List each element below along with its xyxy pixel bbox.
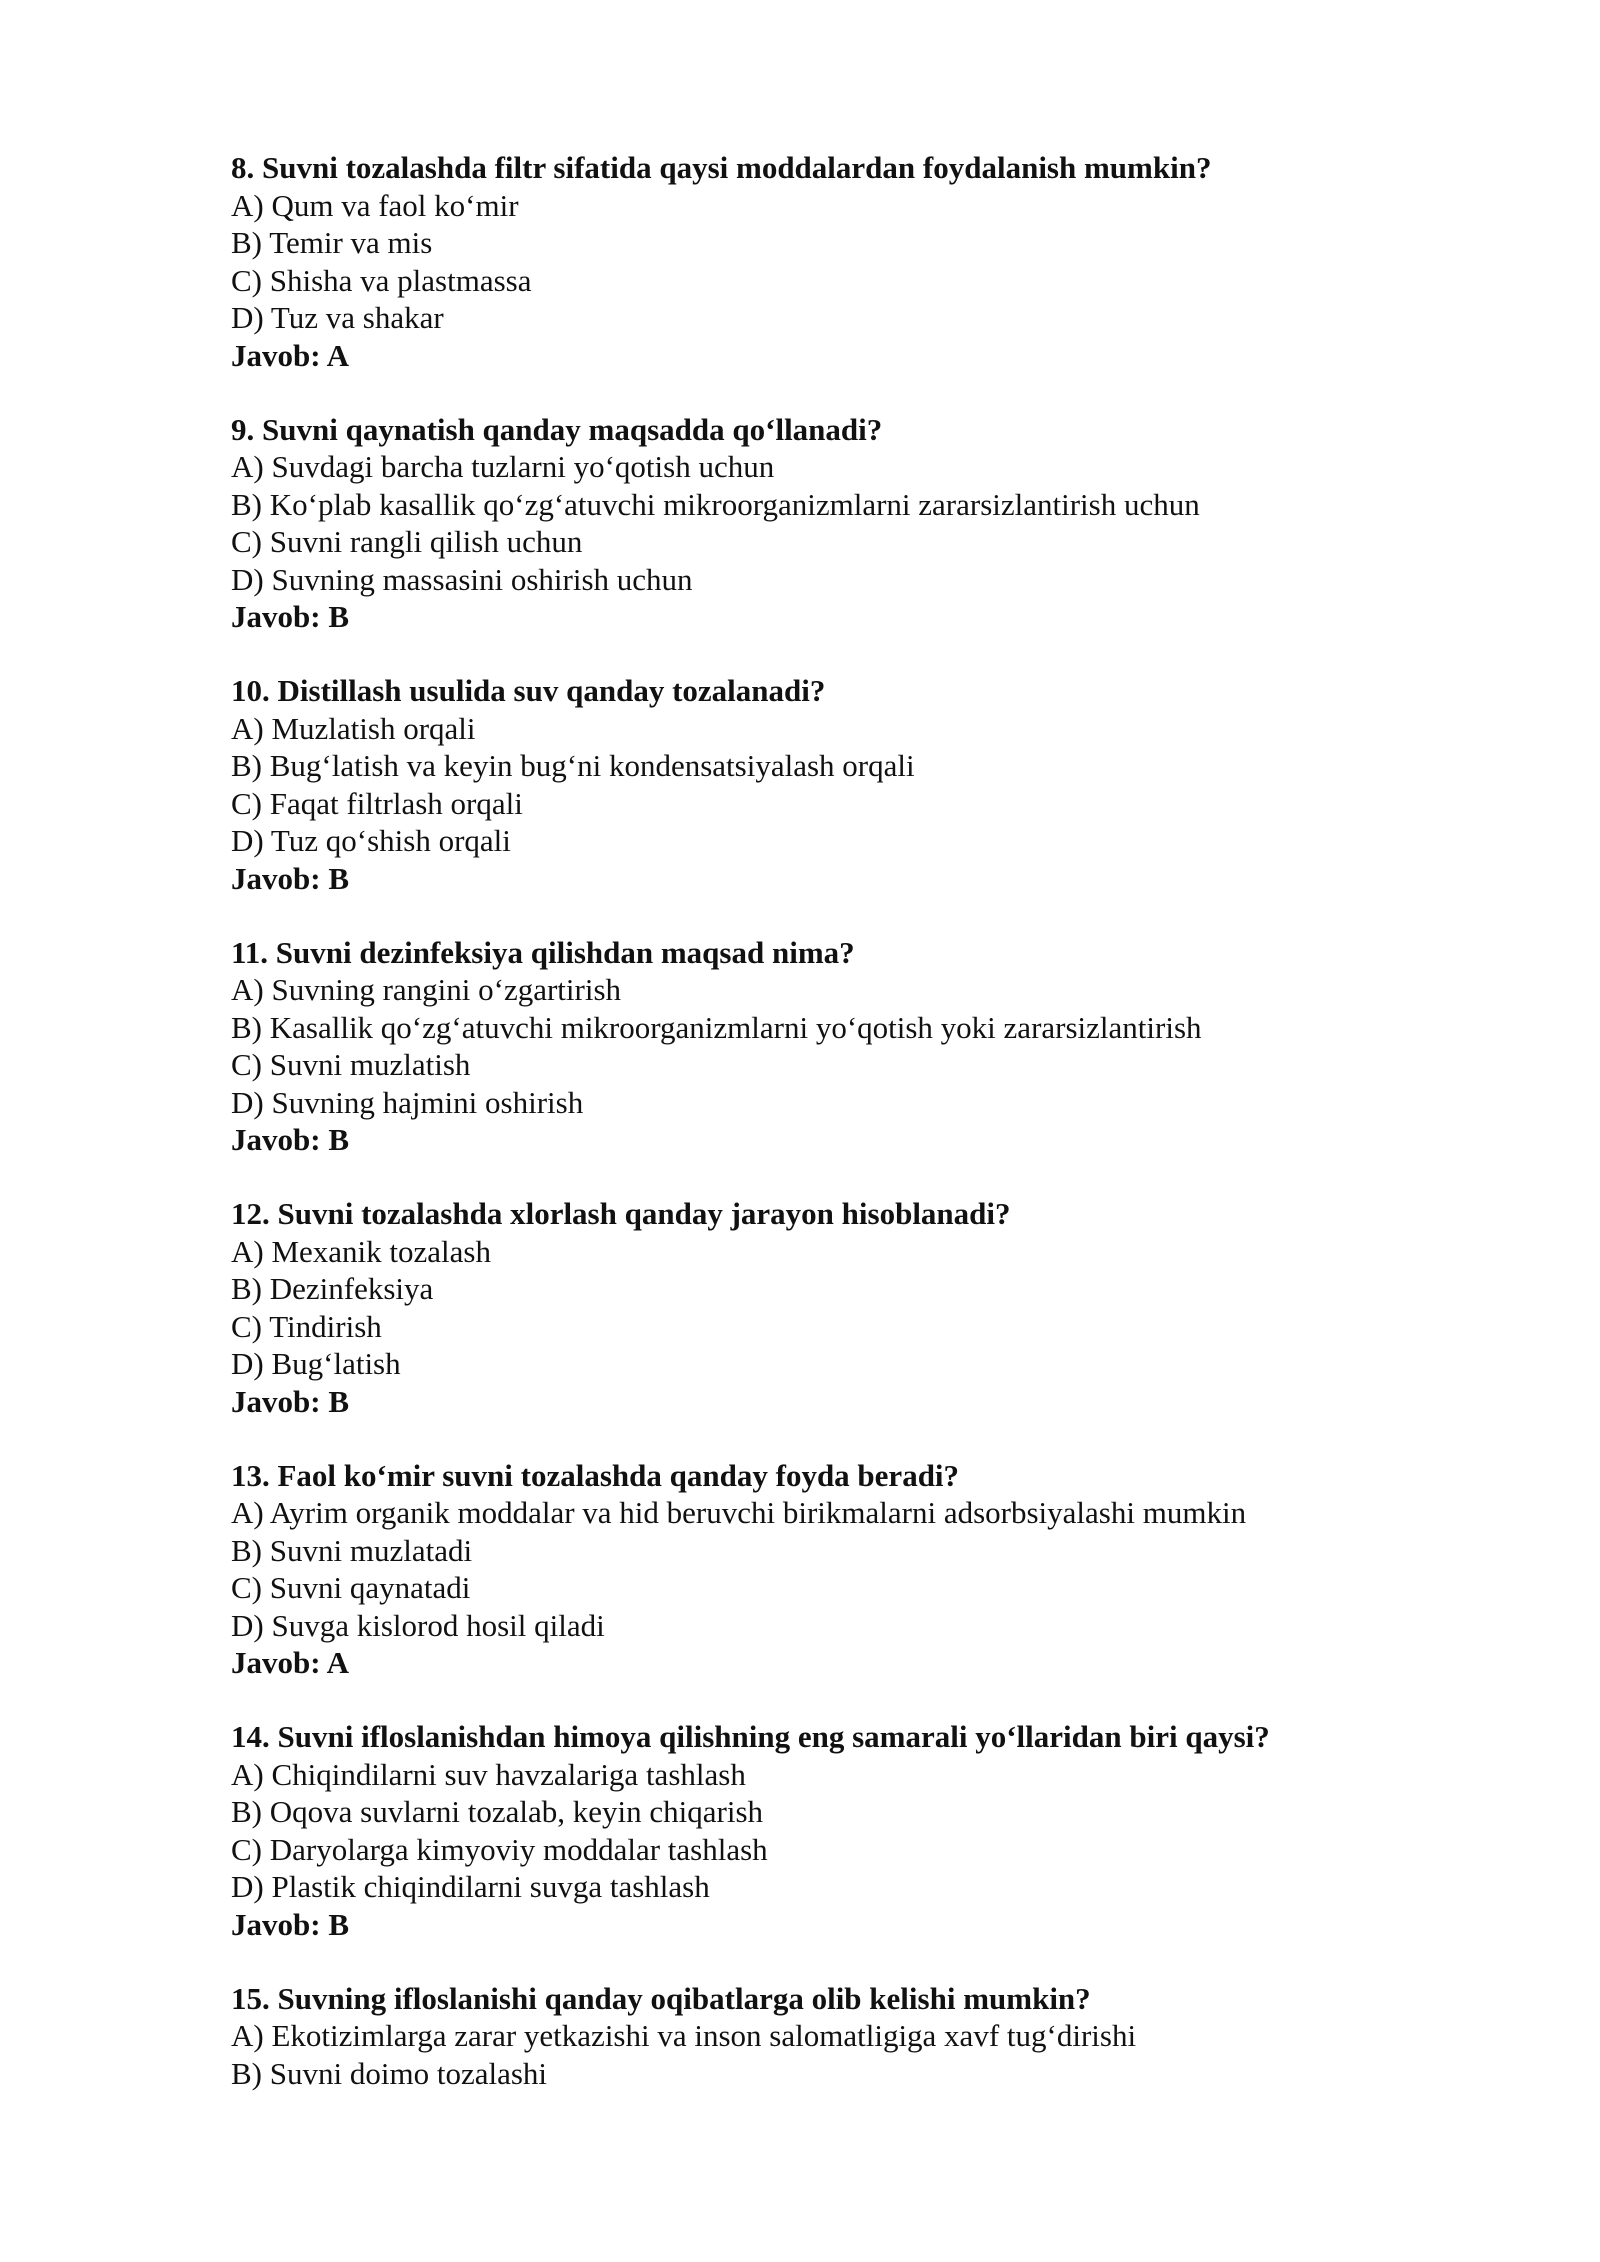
document-page — [231, 149, 1431, 2129]
option-b: B) Bug‘latish va keyin bug‘ni kondensatsiyalash orqali — [231, 748, 915, 783]
answer-key: Javob: A — [231, 1645, 349, 1680]
option-b: B) Temir va mis — [231, 225, 433, 260]
question-8 — [231, 149, 1431, 374]
question-title: 13. Faol ko‘mir suvni tozalashda qanday foyda beradi? — [231, 1457, 960, 1493]
option-c: C) Tindirish — [231, 1308, 382, 1344]
question-10 — [231, 672, 1431, 897]
answer-key: Javob: A — [231, 337, 349, 373]
option-d: D) Tuz qo‘shish orqali — [231, 823, 511, 858]
option-a: A) Chiqindilarni suv havzalariga tashlash — [231, 1756, 746, 1792]
option-c: C) Daryolarga kimyoviy moddalar tashlash — [231, 1831, 768, 1867]
option-a: A) Suvning rangini o‘zgartirish — [231, 972, 622, 1007]
answer-key: Javob: B — [231, 1122, 349, 1157]
option-b: B) Suvni muzlatadi — [231, 1532, 473, 1568]
answer-key: Javob: B — [231, 1383, 349, 1419]
option-d: D) Suvga kislorod hosil qiladi — [231, 1607, 605, 1643]
question-13 — [231, 1457, 1431, 1682]
option-b: B) Suvni doimo tozalashi — [231, 2055, 548, 2091]
option-a: A) Suvdagi barcha tuzlarni yo‘qotish uchun — [231, 449, 775, 484]
option-b: B) Kasallik qo‘zg‘atuvchi mikroorganizmlarni yo‘qotish yoki zararsizlantirish — [231, 1009, 1202, 1045]
question-9 — [231, 411, 1431, 636]
option-a: A) Mexanik tozalash — [231, 1233, 491, 1269]
option-a: A) Muzlatish orqali — [231, 710, 476, 746]
question-title: 15. Suvning ifloslanishi qanday oqibatlarga olib kelishi mumkin? — [231, 1980, 1091, 2016]
option-b: B) Dezinfeksiya — [231, 1271, 434, 1306]
answer-key: Javob: B — [231, 860, 349, 896]
answer-key: Javob: B — [231, 599, 349, 634]
question-title: 11. Suvni dezinfeksiya qilishdan maqsad nima? — [231, 934, 855, 970]
question-14 — [231, 1718, 1431, 1943]
option-d: D) Tuz va shakar — [231, 300, 444, 335]
option-a: A) Qum va faol ko‘mir — [231, 187, 519, 223]
option-c: C) Suvni muzlatish — [231, 1047, 471, 1082]
option-c: C) Suvni rangli qilish uchun — [231, 524, 583, 559]
option-d: D) Suvning hajmini oshirish — [231, 1084, 584, 1120]
option-b: B) Oqova suvlarni tozalab, keyin chiqarish — [231, 1794, 764, 1829]
question-title: 9. Suvni qaynatish qanday maqsadda qo‘llanadi? — [231, 411, 883, 447]
option-a: A) Ayrim organik moddalar va hid beruvchi birikmalarni adsorbsiyalashi mumkin — [231, 1495, 1247, 1530]
question-title: 10. Distillash usulida suv qanday tozalanadi? — [231, 673, 826, 708]
option-b: B) Ko‘plab kasallik qo‘zg‘atuvchi mikroorganizmlarni zararsizlantirish uchun — [231, 486, 1200, 522]
option-c: C) Suvni qaynatadi — [231, 1570, 471, 1605]
question-title: 8. Suvni tozalashda filtr sifatida qaysi moddalardan foydalanish mumkin? — [231, 150, 1212, 185]
question-15 — [231, 1980, 1431, 2093]
question-title: 14. Suvni ifloslanishdan himoya qilishning eng samarali yo‘llaridan biri qaysi? — [231, 1719, 1270, 1754]
question-title: 12. Suvni tozalashda xlorlash qanday jarayon hisoblanadi? — [231, 1196, 1011, 1231]
option-d: D) Suvning massasini oshirish uchun — [231, 561, 693, 597]
option-c: C) Shisha va plastmassa — [231, 262, 532, 298]
option-d: D) Bug‘latish — [231, 1346, 401, 1381]
answer-key: Javob: B — [231, 1906, 349, 1942]
option-a: A) Ekotizimlarga zarar yetkazishi va inson salomatligiga xavf tug‘dirishi — [231, 2018, 1137, 2053]
question-11 — [231, 934, 1431, 1159]
option-c: C) Faqat filtrlash orqali — [231, 785, 523, 821]
option-d: D) Plastik chiqindilarni suvga tashlash — [231, 1869, 710, 1904]
question-12 — [231, 1195, 1431, 1420]
